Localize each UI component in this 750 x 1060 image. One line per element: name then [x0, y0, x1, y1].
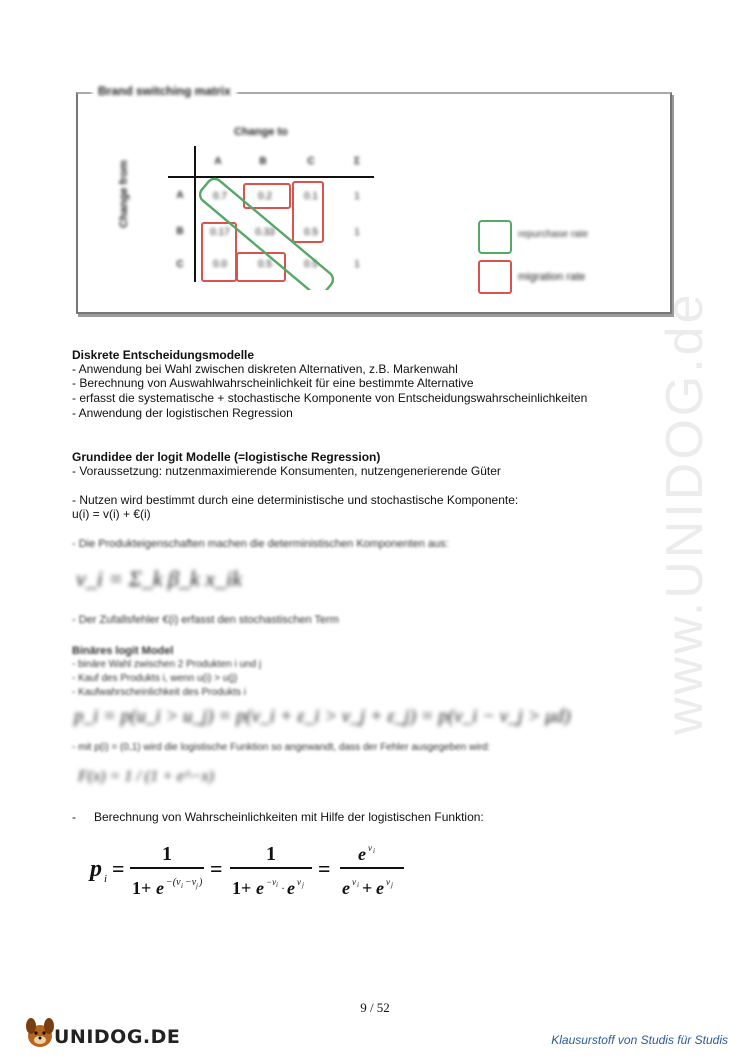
svg-text:−(v: −(v — [166, 877, 181, 888]
formula-p: p_i = p(u_i > u_j) = p(v_i + ε_i > v_j + ε_j) = p(v_i − v_j > μd) — [74, 706, 571, 727]
blurred-item-3: - Kaufwahrscheinlichkeit des Produkts i — [72, 687, 246, 698]
page-number: 9 / 52 — [360, 1000, 390, 1015]
footer-tagline: Klausurstoff von Studis für Studis — [551, 1033, 728, 1047]
row-header-c: C — [176, 259, 184, 270]
svg-text:e: e — [376, 878, 384, 898]
svg-text:1: 1 — [266, 843, 276, 865]
svg-text:+: + — [362, 878, 373, 898]
svg-text:v: v — [297, 877, 301, 887]
svg-text:−v: −v — [266, 877, 277, 887]
dog-mascot-icon — [22, 1014, 58, 1050]
watermark: www.UNIDOG.de — [656, 291, 714, 735]
svg-text:): ) — [199, 877, 203, 888]
section2-line-2: - Nutzen wird bestimmt durch eine deterministische und stochastische Komponente: — [72, 493, 519, 507]
logo-text: UNIDOG.DE — [54, 1026, 181, 1048]
svg-text:1+: 1+ — [232, 878, 252, 898]
svg-text:·: · — [281, 881, 285, 895]
legend-swatch-repurchase — [478, 220, 512, 254]
svg-text:e: e — [342, 878, 350, 898]
section3-text: Berechnung von Wahrscheinlichkeiten mit Hilfe der logistischen Funktion: — [94, 810, 484, 824]
formula-f: F(x) = 1 / (1 + e^−x) — [78, 768, 214, 785]
svg-text:i: i — [276, 881, 278, 889]
cell-b-b: 0.33 — [255, 227, 275, 238]
cell-a-sum: 1 — [354, 191, 360, 202]
svg-text:i: i — [181, 882, 183, 890]
svg-text:=: = — [318, 856, 331, 881]
repurchase-diagonal-band — [190, 170, 340, 290]
blurred-item-2: - Kauf des Produkts i, wenn u(i) > u(j) — [72, 673, 238, 684]
formula-v: v_i = Σ_k β_k x_ik — [76, 566, 242, 591]
section1-bullet-1: - Anwendung bei Wahl zwischen diskreten Alternativen, z.B. Markenwahl — [72, 362, 458, 376]
section1-bullet-4: - Anwendung der logistischen Regression — [72, 406, 293, 420]
cell-c-c: 0.5 — [304, 259, 318, 270]
cell-c-a: 0.0 — [213, 259, 227, 270]
svg-text:1: 1 — [162, 843, 172, 865]
cell-a-c: 0.1 — [304, 191, 318, 202]
cell-a-a: 0.7 — [213, 191, 227, 202]
svg-text:e: e — [156, 878, 164, 898]
figure-title: Brand switching matrix — [92, 84, 237, 98]
svg-text:i: i — [357, 881, 359, 889]
legend-swatch-migration — [478, 260, 512, 294]
svg-text:−v: −v — [185, 877, 197, 888]
legend-label-repurchase: repurchase rate — [518, 229, 589, 240]
section2-heading: Grundidee der logit Modelle (=logistische Regression) — [72, 450, 381, 464]
section1-bullet-3: - erfasst die systematische + stochastische Komponente von Entscheidungswahrscheinlichkeiten — [72, 391, 588, 405]
cell-b-a: 0.17 — [210, 227, 230, 238]
side-axis-label: Change from — [118, 160, 130, 228]
svg-text:j: j — [196, 882, 198, 890]
blurred-line-a: - Die Produkteigenschaften machen die deterministischen Komponenten aus: — [72, 538, 449, 550]
blurred-heading: Binäres logit Model — [72, 645, 174, 657]
col-header-c: C — [307, 156, 315, 167]
cell-c-b: 0.5 — [258, 259, 272, 270]
top-axis-label: Change to — [234, 126, 288, 138]
utility-formula: u(i) = v(i) + €(i) — [72, 507, 151, 521]
blurred-line-c: - mit p(i) = (0,1) wird die logistische Funktion so angewandt, dass der Fehler ausgegeben wird: — [72, 742, 491, 753]
logistic-probability-formula — [86, 836, 416, 902]
svg-text:=: = — [112, 856, 125, 881]
legend-label-migration: migration rate — [518, 271, 586, 283]
svg-text:v: v — [368, 843, 372, 853]
svg-text:v: v — [386, 877, 390, 887]
cell-b-c: 0.5 — [304, 227, 318, 238]
col-header-b: B — [259, 156, 267, 167]
col-header-a: A — [214, 156, 222, 167]
section2-line-1: - Voraussetzung: nutzenmaximierende Konsumenten, nutzengenerierende Güter — [72, 464, 501, 478]
svg-text:=: = — [210, 856, 223, 881]
row-header-b: B — [176, 226, 184, 237]
section1-heading: Diskrete Entscheidungsmodelle — [72, 348, 255, 362]
svg-text:e: e — [358, 844, 366, 864]
row-header-a: A — [176, 190, 184, 201]
cell-c-sum: 1 — [354, 259, 360, 270]
blurred-line-b: - Der Zufallsfehler €(i) erfasst den stochastischen Term — [72, 614, 339, 626]
svg-text:j: j — [391, 881, 393, 889]
svg-text:e: e — [287, 878, 295, 898]
svg-text:e: e — [256, 878, 264, 898]
svg-text:p: p — [90, 856, 102, 882]
svg-text:v: v — [352, 877, 356, 887]
section1-bullet-2: - Berechnung von Auswahlwahrscheinlichkeit für eine bestimmte Alternative — [72, 376, 474, 390]
section3-bullet-marker: - — [72, 810, 76, 824]
cell-a-b: 0.2 — [258, 191, 272, 202]
cell-b-sum: 1 — [354, 227, 360, 238]
blurred-item-1: - binäre Wahl zwischen 2 Produkten i und j — [72, 659, 262, 670]
svg-text:1+: 1+ — [132, 878, 152, 898]
svg-text:i: i — [373, 847, 375, 855]
svg-text:j: j — [302, 881, 304, 889]
svg-text:i: i — [104, 873, 108, 885]
col-header-sum: Σ — [353, 156, 360, 167]
